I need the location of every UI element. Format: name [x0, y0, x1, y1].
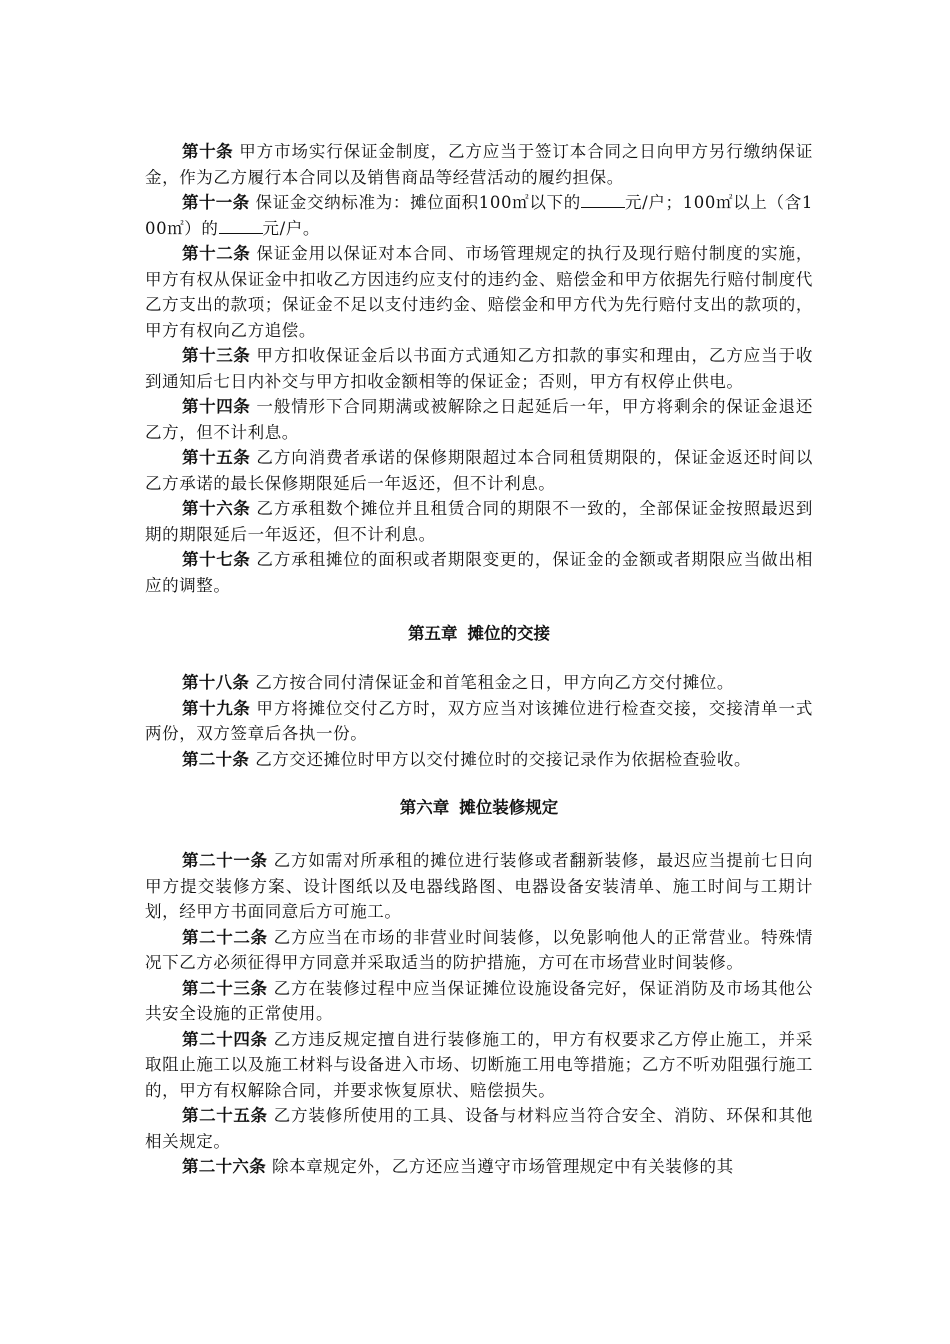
article-label: 第十八条: [182, 673, 250, 692]
article-text: 保证金用以保证对本合同、市场管理规定的执行及现行赔付制度的实施，甲方有权从保证金中扣收乙方因违约应支付的违约金、赔偿金和甲方依据先行赔付制度代乙方支出的款项；保证金不足以支付违约金、赔偿金和甲方代为先行赔付支出的款项的，甲方有权向乙方追偿。: [145, 244, 814, 340]
article-16: [145, 496, 813, 547]
article-15: [145, 445, 813, 496]
article-text: 乙方在装修过程中应当保证摊位设施设备完好，保证消防及市场其他公共安全设施的正常使用。: [145, 978, 813, 1023]
fill-blank: [581, 191, 625, 208]
article-text: 乙方应当在市场的非营业时间装修，以免影响他人的正常营业。特殊情况下乙方必须征得甲方同意并采取适当的防护措施，方可在市场营业时间装修。: [145, 927, 813, 972]
article-label: 第十五条: [182, 448, 251, 467]
article-text: 甲方将摊位交付乙方时，双方应当对该摊位进行检查交接，交接清单一式两份，双方签章后各执一份。: [145, 698, 814, 743]
article-label: 第二十三条: [182, 978, 268, 998]
article-text: 保证金交纳标准为：摊位面积100㎡以下的: [255, 193, 581, 212]
article-text: 乙方承租摊位的面积或者期限变更的，保证金的金额或者期限应当做出相应的调整。: [145, 550, 814, 595]
article-label: 第二十一条: [182, 851, 268, 870]
article-19: [145, 696, 813, 747]
article-text: 元/户。: [262, 218, 320, 238]
article-label: 第十七条: [182, 550, 251, 569]
chapter-number: 第六章: [399, 798, 450, 817]
article-label: 第二十条: [182, 749, 250, 769]
article-label: 第二十四条: [182, 1029, 268, 1049]
chapter-title: 摊位装修规定: [459, 798, 559, 817]
article-label: 第十九条: [182, 698, 251, 718]
article-text: 甲方扣收保证金后以书面方式通知乙方扣款的事实和理由，乙方应当于收到通知后七日内补交与甲方扣收金额相等的保证金；否则，甲方有权停止供电。: [145, 346, 814, 391]
article-17: [145, 547, 813, 598]
article-label: 第十一条: [182, 193, 250, 212]
article-label: 第十三条: [182, 346, 251, 365]
article-23: [145, 976, 813, 1027]
article-10: [145, 139, 813, 190]
article-label: 第二十二条: [182, 927, 268, 947]
article-text: 乙方交还摊位时甲方以交付摊位时的交接记录作为依据检查验收。: [255, 749, 752, 769]
article-14: [145, 394, 813, 445]
article-20: [145, 747, 813, 773]
article-text: 除本章规定外，乙方还应当遵守市场管理规定中有关装修的其: [272, 1157, 734, 1176]
chapter-heading: [145, 795, 813, 821]
article-26: [145, 1154, 813, 1180]
article-text: 甲方市场实行保证金制度，乙方应当于签订本合同之日向甲方另行缴纳保证金，作为乙方履行本合同以及销售商品等经营活动的履约担保。: [145, 142, 813, 187]
article-label: 第二十五条: [182, 1106, 268, 1125]
article-label: 第十条: [182, 142, 234, 161]
article-text: 乙方承租数个摊位并且租赁合同的期限不一致的，全部保证金按照最迟到期的期限延后一年返还，但不计利息。: [145, 499, 814, 544]
article-label: 第十二条: [182, 244, 251, 263]
article-11: [145, 190, 813, 241]
article-label: 第十四条: [182, 397, 251, 416]
document-page: [145, 139, 813, 1180]
article-text: 一般情形下合同期满或被解除之日起延后一年，甲方将剩余的保证金退还乙方，但不计利息。: [145, 397, 814, 442]
article-label: 第二十六条: [182, 1157, 266, 1176]
article-12: [145, 241, 813, 343]
article-text: 乙方如需对所承租的摊位进行装修或者翻新装修，最迟应当提前七日向甲方提交装修方案、设计图纸以及电器线路图、电器设备安装清单、施工时间与工期计划，经甲方书面同意后方可施工。: [145, 851, 813, 921]
article-text: 乙方向消费者承诺的保修期限超过本合同租赁期限的，保证金返还时间以乙方承诺的最长保修期限延后一年返还，但不计利息。: [145, 448, 814, 493]
article-text: 元/户；100㎡以上（含100㎡）的: [145, 193, 814, 238]
article-24: [145, 1027, 813, 1104]
article-25: [145, 1103, 813, 1154]
article-13: [145, 343, 813, 394]
article-text: 乙方按合同付清保证金和首笔租金之日，甲方向乙方交付摊位。: [255, 673, 735, 692]
article-22: [145, 925, 813, 976]
chapter-number: 第五章: [408, 624, 458, 643]
article-21: [145, 848, 813, 925]
chapter-heading: [145, 621, 813, 647]
chapter-title: 摊位的交接: [467, 624, 550, 643]
article-18: [145, 670, 813, 696]
article-text: 乙方违反规定擅自进行装修施工的，甲方有权要求乙方停止施工，并采取阻止施工以及施工材料与设备进入市场、切断施工用电等措施；乙方不听劝阻强行施工的，甲方有权解除合同，并要求恢复原状、赔偿损失。: [145, 1029, 813, 1100]
article-label: 第十六条: [182, 499, 251, 518]
article-text: 乙方装修所使用的工具、设备与材料应当符合安全、消防、环保和其他相关规定。: [145, 1106, 813, 1151]
fill-blank: [219, 217, 263, 234]
